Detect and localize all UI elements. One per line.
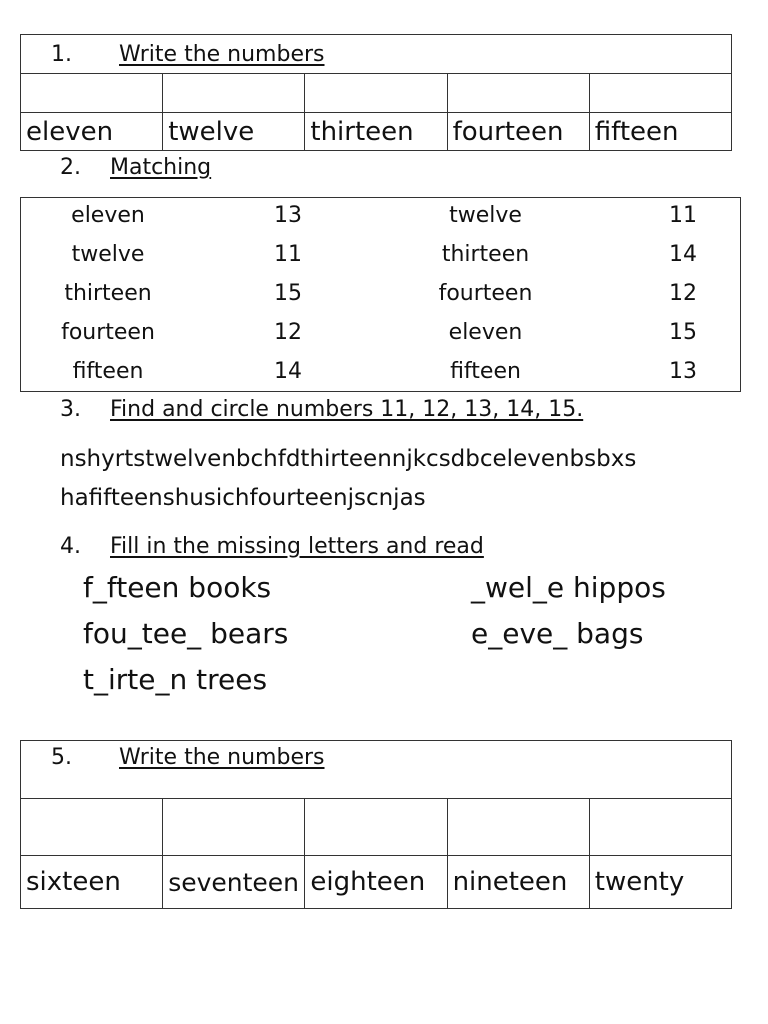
matching-word: thirteen <box>441 242 530 267</box>
matching-number: 12 <box>274 320 302 345</box>
exercise-5-table <box>20 740 732 909</box>
fill-in-item[interactable]: fou_tee_ bears <box>83 617 289 650</box>
matching-number: 15 <box>669 320 697 345</box>
exercise-2-number: 2. <box>60 155 81 180</box>
exercise-4-header <box>60 534 484 559</box>
matching-word: eleven <box>71 203 145 228</box>
fill-in-item[interactable]: t_irte_n trees <box>83 663 268 696</box>
fill-in-list <box>83 565 666 703</box>
exercise-3-header <box>60 397 583 422</box>
exercise-3-number: 3. <box>60 397 81 422</box>
answer-cell-2[interactable] <box>163 74 305 113</box>
word-cell: eleven <box>21 113 163 151</box>
word-cell: seventeen <box>163 856 305 909</box>
matching-number: 11 <box>669 203 697 228</box>
exercise-5-number: 5. <box>51 745 72 770</box>
exercise-1-table <box>20 34 732 151</box>
fill-in-item[interactable]: e_eve_ bags <box>471 617 644 650</box>
matching-number: 13 <box>669 359 697 384</box>
matching-word: twelve <box>71 242 145 267</box>
exercise-5-header <box>21 741 731 798</box>
matching-number: 11 <box>274 242 302 267</box>
word-cell: thirteen <box>305 113 447 151</box>
answer-cell-3[interactable] <box>305 799 447 856</box>
exercise-3-title: Find and circle numbers 11, 12, 13, 14, 15. <box>110 397 584 422</box>
matching-word: fourteen <box>61 320 155 345</box>
matching-word: fifteen <box>72 359 144 384</box>
matching-word: fifteen <box>450 359 521 384</box>
exercise-1-grid <box>20 73 732 151</box>
fill-in-row <box>83 611 666 657</box>
matching-box <box>20 197 741 392</box>
answer-cell-5[interactable] <box>589 74 731 113</box>
matching-number: 14 <box>669 242 697 267</box>
matching-word: thirteen <box>64 281 152 306</box>
exercise-2-header <box>60 155 211 180</box>
answer-cell-4[interactable] <box>447 799 589 856</box>
exercise-2-title: Matching <box>110 155 212 180</box>
fill-in-row <box>83 657 666 703</box>
letter-puzzle <box>60 440 636 518</box>
matching-number: 14 <box>274 359 302 384</box>
word-cell: eighteen <box>305 856 447 909</box>
fill-in-row <box>83 565 666 611</box>
word-cell: fourteen <box>447 113 589 151</box>
matching-grid <box>18 198 740 393</box>
puzzle-line-1[interactable]: nshyrtstwelvenbchfdthirteennjkcsdbcelevenbsbxs <box>60 446 637 472</box>
matching-number: 13 <box>274 203 302 228</box>
answer-cell-1[interactable] <box>21 74 163 113</box>
puzzle-line-2[interactable]: hafifteenshusichfourteenjscnjas <box>60 485 426 511</box>
word-cell: nineteen <box>447 856 589 909</box>
word-cell: fifteen <box>589 113 731 151</box>
exercise-5-grid <box>20 798 732 909</box>
exercise-1-header <box>21 35 731 73</box>
matching-word: fourteen <box>438 281 533 306</box>
answer-cell-5[interactable] <box>589 799 731 856</box>
exercise-5-title: Write the numbers <box>119 745 325 770</box>
matching-word: eleven <box>448 320 523 345</box>
matching-number: 12 <box>669 281 697 306</box>
answer-cell-4[interactable] <box>447 74 589 113</box>
exercise-1-title: Write the numbers <box>119 41 325 67</box>
answer-cell-1[interactable] <box>21 799 163 856</box>
exercise-4-number: 4. <box>60 534 81 559</box>
answer-cell-3[interactable] <box>305 74 447 113</box>
exercise-4-title: Fill in the missing letters and read <box>110 534 484 559</box>
matching-number: 15 <box>274 281 302 306</box>
matching-word: twelve <box>449 203 522 228</box>
answer-cell-2[interactable] <box>163 799 305 856</box>
fill-in-item[interactable]: _wel_e hippos <box>471 571 666 604</box>
word-cell: sixteen <box>21 856 163 909</box>
fill-in-item[interactable]: f_fteen books <box>83 571 272 604</box>
word-cell: twelve <box>163 113 305 151</box>
word-cell: twenty <box>589 856 731 909</box>
exercise-1-number: 1. <box>51 41 72 67</box>
